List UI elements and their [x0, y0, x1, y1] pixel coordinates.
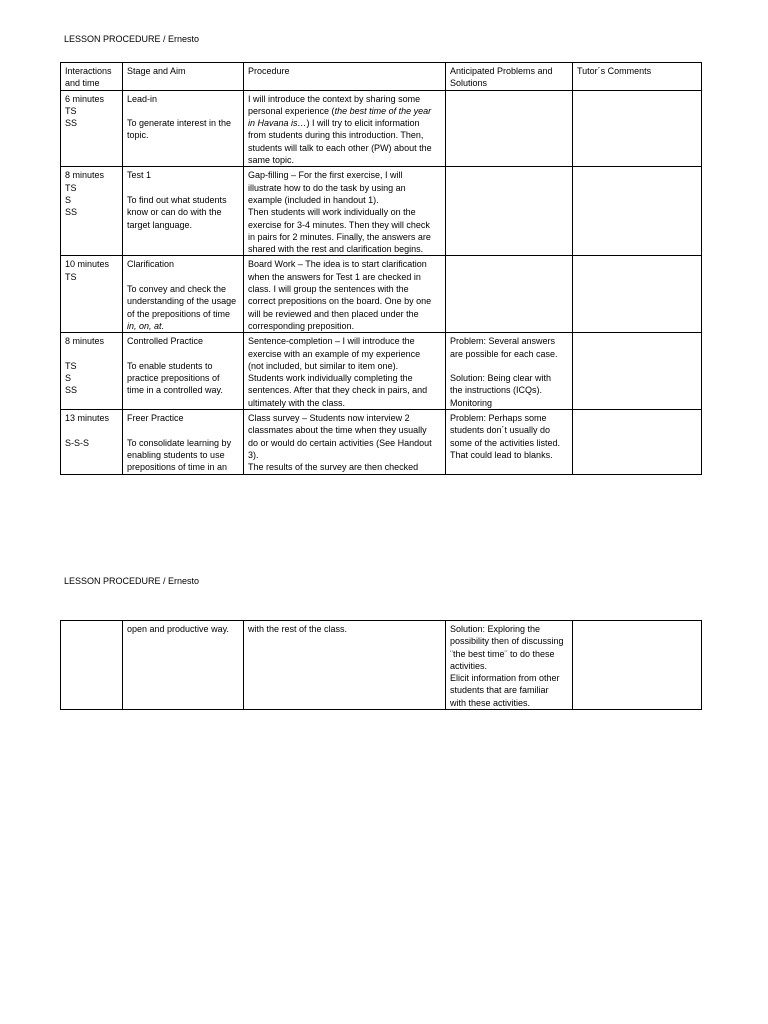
- problems-cell: Problem: Several answers are possible for each case. Solution: Being clear with the instructions (ICQs). Monitoring: [446, 333, 573, 410]
- stage-cell: Clarification To convey and check the understanding of the usage of the prepositions of time in, on, at.: [123, 256, 244, 333]
- procedure-cell: Gap-filling – For the first exercise, I will illustrate how to do the task by using an example (included in handout 1). Then students will work individually on the exercise for 3-4 minutes. Then they will check in pairs for 2 minutes. Finally, the answers are shared with the rest and clarification begins.: [244, 167, 446, 256]
- procedure-cell: Class survey – Students now interview 2 classmates about the time when they usually do or would do certain activities (See Handout 3). The results of the survey are then checked: [244, 410, 446, 474]
- interactions-cell: 6 minutes TS SS: [61, 90, 123, 167]
- page-header: LESSON PROCEDURE / Ernesto: [64, 576, 200, 586]
- problems-cell: Problem: Perhaps some students don´t usually do some of the activities listed. That could lead to blanks.: [446, 410, 573, 474]
- table-row: [61, 256, 702, 333]
- lesson-procedure-table: [60, 62, 702, 475]
- interactions-cell: 8 minutes TS S SS: [61, 333, 123, 410]
- comments-cell: [573, 167, 702, 256]
- stage-cell: Controlled Practice To enable students to practice prepositions of time in a controlled way.: [123, 333, 244, 410]
- interactions-cell: 8 minutes TS S SS: [61, 167, 123, 256]
- stage-cell: open and productive way.: [123, 621, 244, 710]
- comments-cell: [573, 90, 702, 167]
- procedure-cell: with the rest of the class.: [244, 621, 446, 710]
- table-row: [61, 167, 702, 256]
- table-row: [61, 410, 702, 474]
- comments-cell: [573, 256, 702, 333]
- comments-cell: [573, 621, 702, 710]
- table-row: [61, 333, 702, 410]
- header-procedure: Procedure: [244, 63, 446, 91]
- problems-cell: [446, 90, 573, 167]
- table-row: [61, 621, 702, 710]
- interactions-cell: 13 minutes S-S-S: [61, 410, 123, 474]
- problems-cell: [446, 256, 573, 333]
- interactions-cell: 10 minutes TS: [61, 256, 123, 333]
- problems-cell: Solution: Exploring the possibility then of discussing ¨the best time¨ to do these activities. Elicit information from other students that are familiar with these activities.: [446, 621, 573, 710]
- stage-cell: Freer Practice To consolidate learning by enabling students to use prepositions of time in an: [123, 410, 244, 474]
- table-header-row: [61, 63, 702, 91]
- header-problems: Anticipated Problems and Solutions: [446, 63, 573, 91]
- procedure-cell: Board Work – The idea is to start clarification when the answers for Test 1 are checked in class. I will group the sentences with the correct prepositions on the board. One by one will be reviewed and then placed under the corresponding preposition.: [244, 256, 446, 333]
- stage-cell: Test 1 To find out what students know or can do with the target language.: [123, 167, 244, 256]
- header-interactions: Interactions and time: [61, 63, 123, 91]
- comments-cell: [573, 333, 702, 410]
- procedure-cell: I will introduce the context by sharing some personal experience (the best time of the year in Havana is…) I will try to elicit information from students during this introduction. Then, students will talk to each other (PW) about the same topic.: [244, 90, 446, 167]
- comments-cell: [573, 410, 702, 474]
- lesson-procedure-table-continued: [60, 620, 702, 710]
- table-row: [61, 90, 702, 167]
- header-stage: Stage and Aim: [123, 63, 244, 91]
- problems-cell: [446, 167, 573, 256]
- page-header: LESSON PROCEDURE / Ernesto: [64, 34, 200, 44]
- header-comments: Tutor´s Comments: [573, 63, 702, 91]
- interactions-cell: [61, 621, 123, 710]
- procedure-cell: Sentence-completion – I will introduce the exercise with an example of my experience (not included, but similar to item one). Students work individually completing the sentences. After that they check in pairs, and ultimately with the class.: [244, 333, 446, 410]
- stage-cell: Lead-in To generate interest in the topic.: [123, 90, 244, 167]
